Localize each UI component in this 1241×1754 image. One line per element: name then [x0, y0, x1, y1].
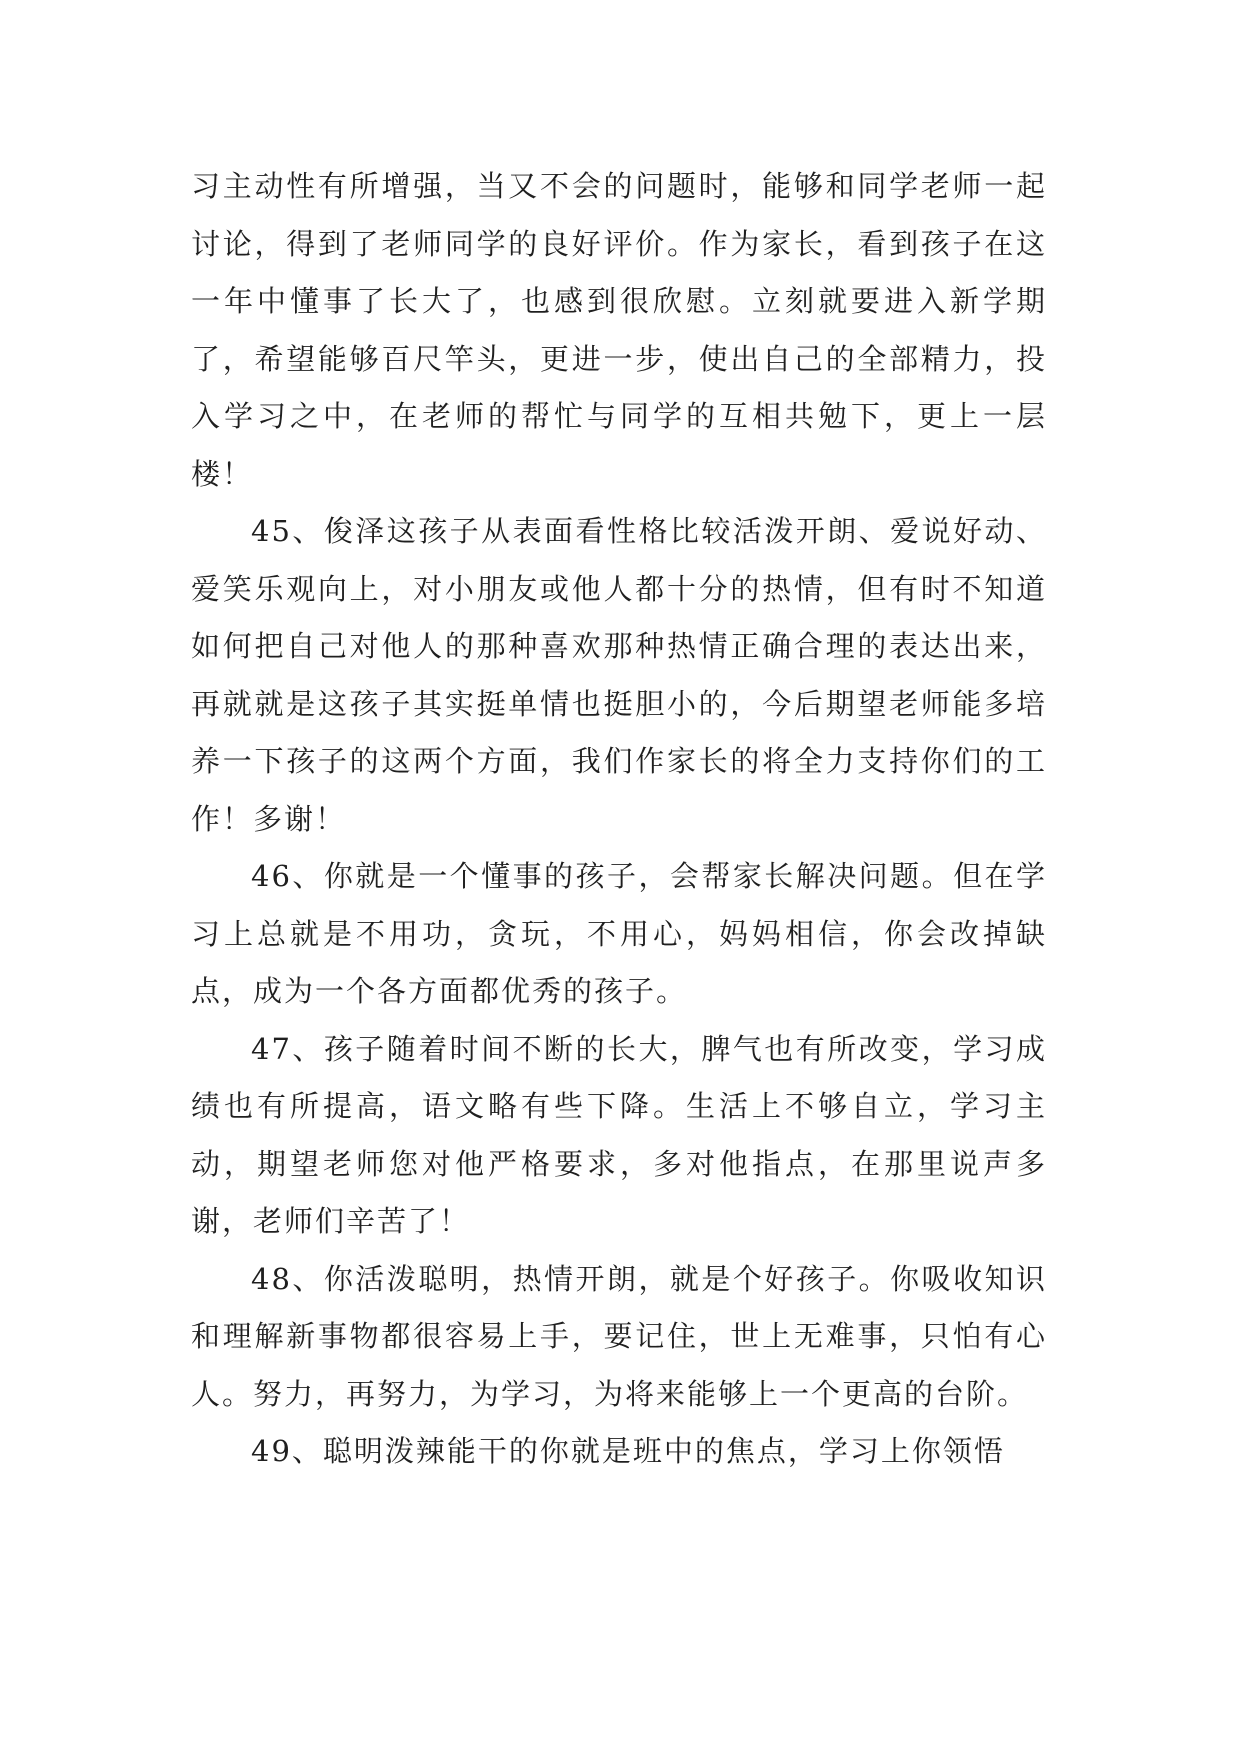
paragraph-46: 46、你就是一个懂事的孩子，会帮家长解决问题。但在学习上总就是不用功，贪玩，不用心，妈妈相信，你会改掉缺点，成为一个各方面都优秀的孩子。 — [191, 859, 1047, 1008]
paragraph-48: 48、你活泼聪明，热情开朗，就是个好孩子。你吸收知识和理解新事物都很容易上手，要记住，世上无难事，只怕有心人。努力，再努力，为学习，为将来能够上一个更高的台阶。 — [191, 1261, 1047, 1411]
paragraph-47: 47、孩子随着时间不断的长大，脾气也有所改变，学习成绩也有所提高，语文略有些下降。生活上不够自立，学习主动，期望老师您对他严格要求，多对他指点，在那里说声多谢，老师们辛苦了！ — [191, 1031, 1047, 1238]
paragraph-49: 49、聪明泼辣能干的你就是班中的焦点，学习上你领悟 — [251, 1434, 1005, 1468]
paragraph-continuation: 习主动性有所增强，当又不会的问题时，能够和同学老师一起讨论，得到了老师同学的良好评价。作为家长，看到孩子在这一年中懂事了长大了，也感到很欣慰。立刻就要进入新学期了，希望能够百尺竿头，更进一步，使出自己的全部精力，投入学习之中，在老师的帮忙与同学的互相共勉下，更上一层楼！ — [191, 169, 1047, 491]
paragraph-45: 45、俊泽这孩子从表面看性格比较活泼开朗、爱说好动、爱笑乐观向上，对小朋友或他人都十分的热情，但有时不知道如何把自己对他人的那种喜欢那种热情正确合理的表达出来，再就就是这孩子其实挺单情也挺胆小的，今后期望老师能多培养一下孩子的这两个方面，我们作家长的将全力支持你们的工作！多谢！ — [191, 514, 1047, 836]
document-body — [191, 158, 1047, 1481]
